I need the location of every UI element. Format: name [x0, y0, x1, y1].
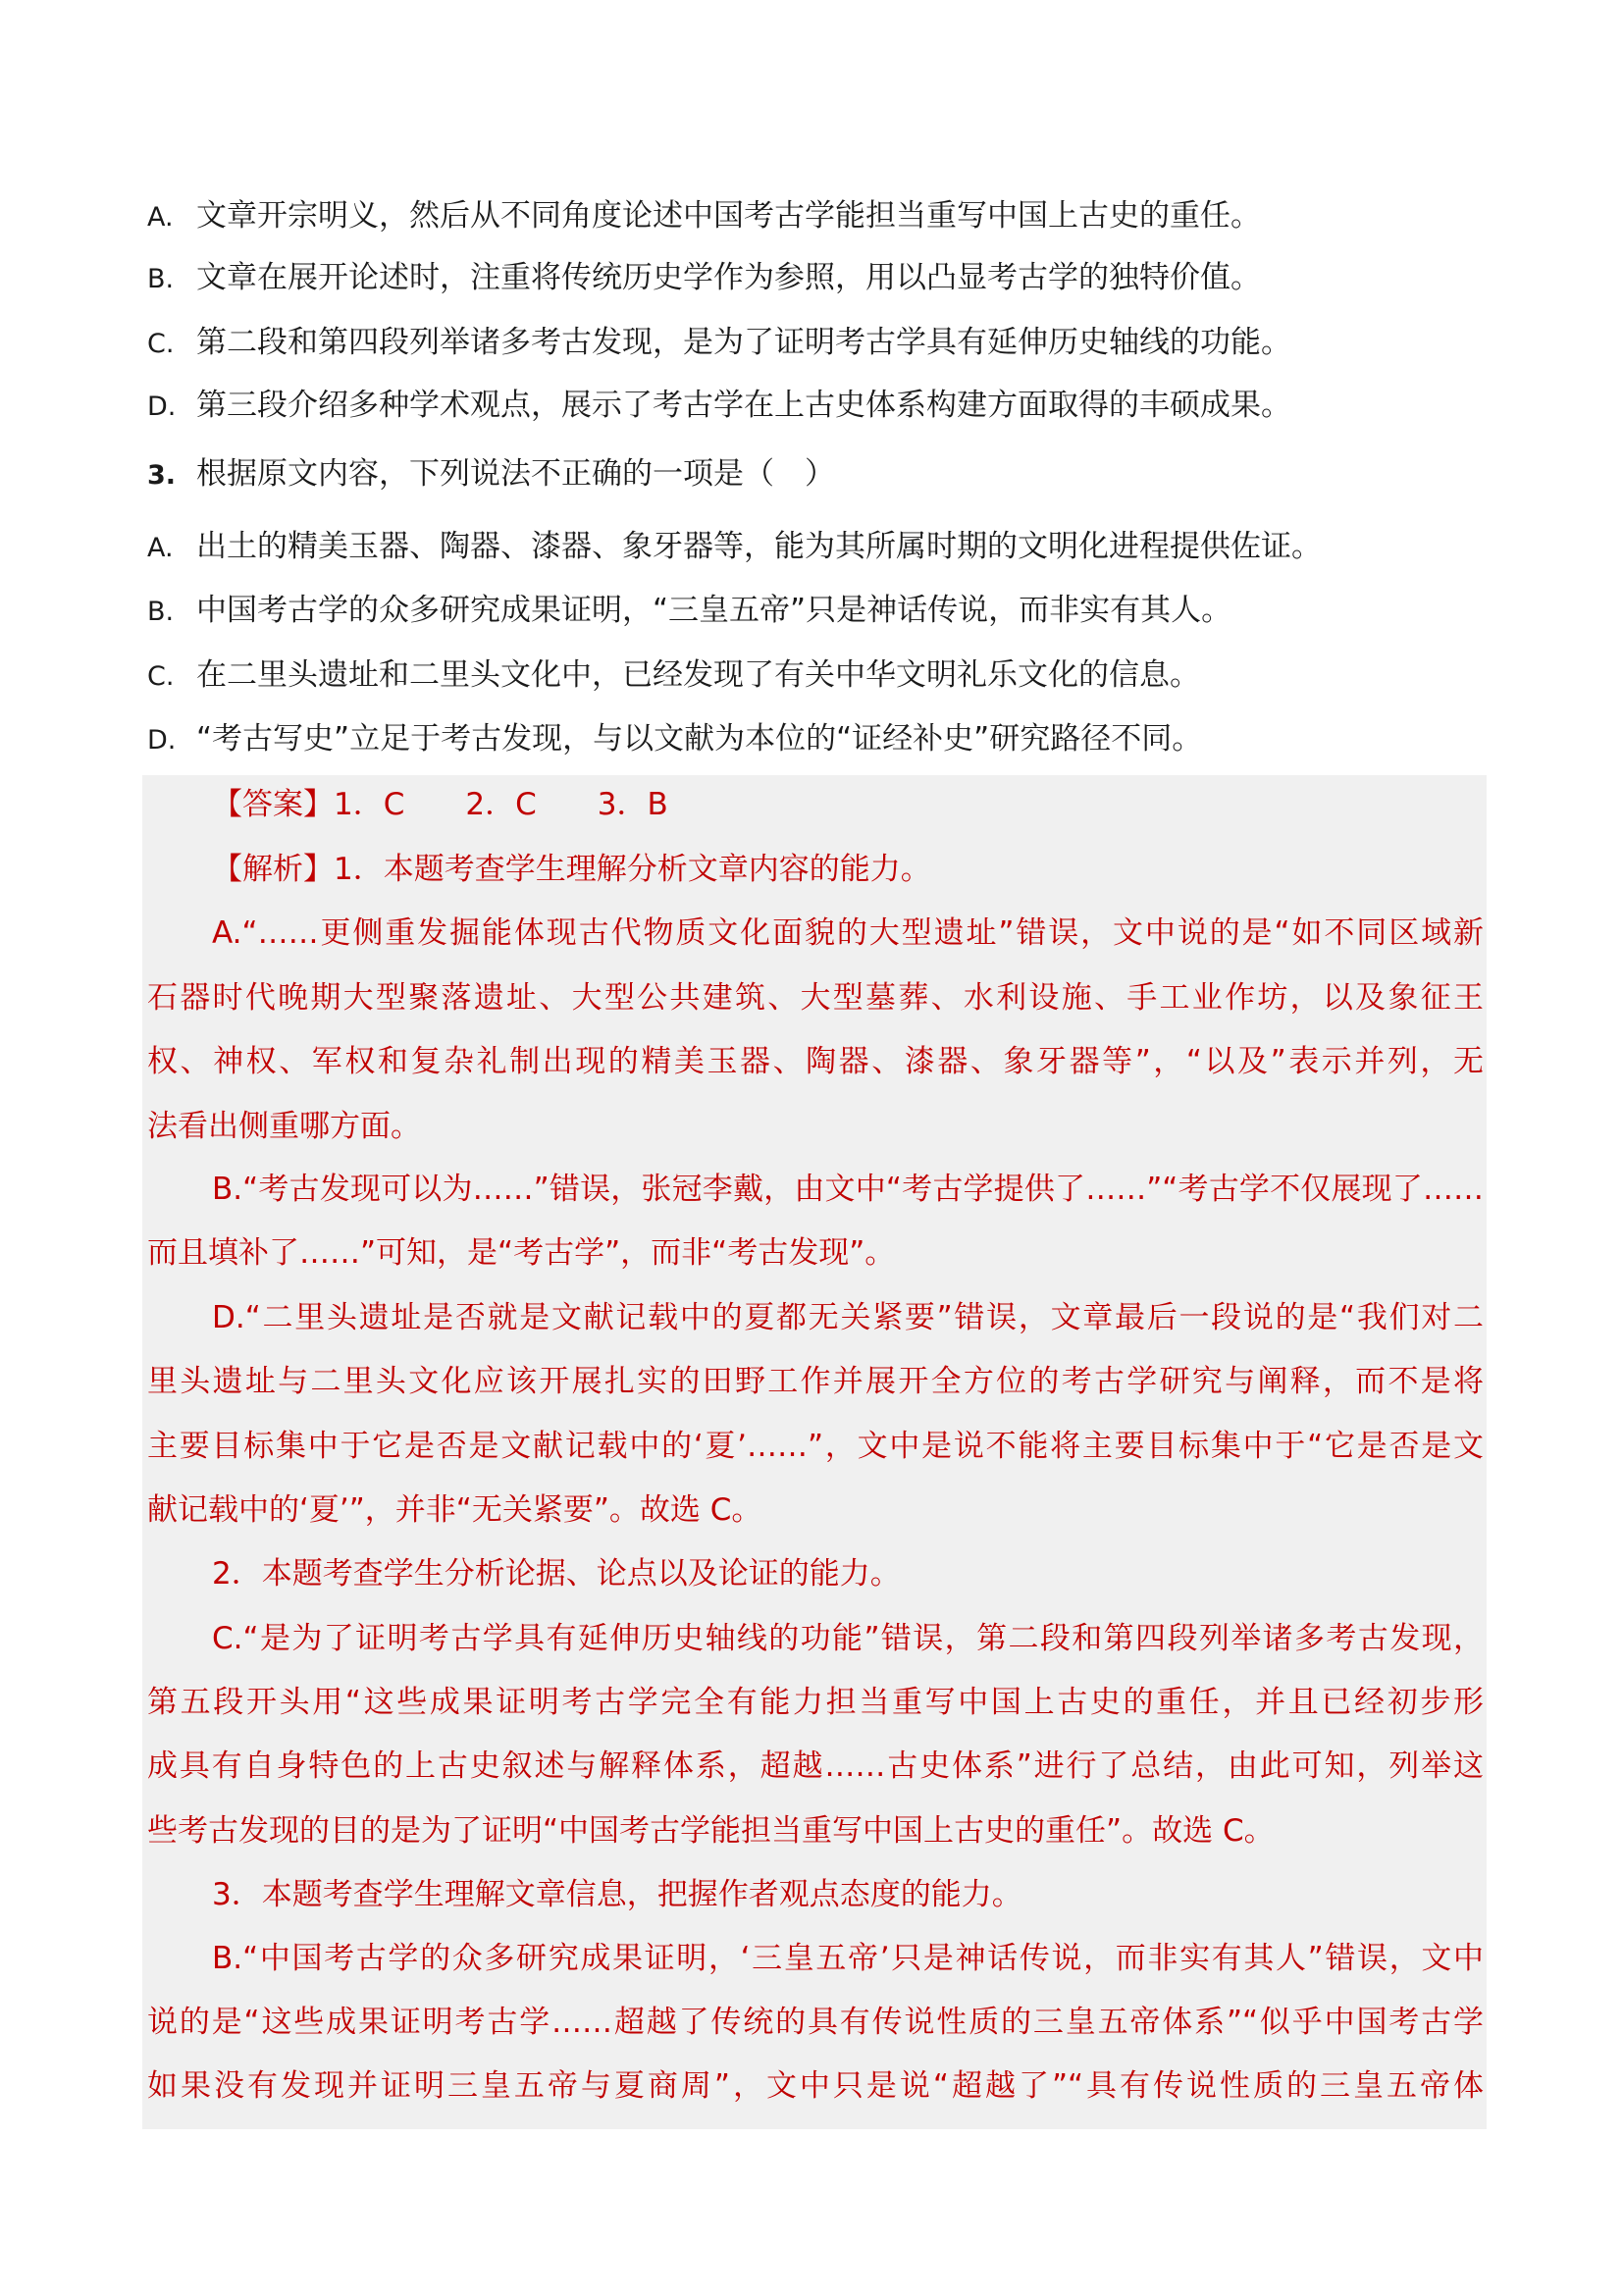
- option-text: 第三段介绍多种学术观点，展示了考古学在上古史体系构建方面取得的丰硕成果。: [196, 388, 1291, 423]
- answer-line: [212, 785, 668, 824]
- option-text: 文章在展开论述时，注重将传统历史学作为参照，用以凸显考古学的独特价值。: [196, 260, 1261, 295]
- option-text: 第二段和第四段列举诸多考古发现，是为了证明考古学具有延伸历史轴线的功能。: [196, 325, 1291, 360]
- analysis-line: 如果没有发现并证明三皇五帝与夏商周”，文中只是说“超越了”“具有传说性质的三皇五帝体: [147, 2068, 1484, 2104]
- q2-option-d: [147, 386, 1501, 427]
- q3-option-c: [147, 655, 1501, 697]
- analysis-line: 献记载中的‘夏’”，并非“无关紧要”。故选 C。: [147, 1492, 762, 1528]
- option-label: A.: [147, 202, 174, 233]
- option-text: 在二里头遗址和二里头文化中，已经发现了有关中华文明礼乐文化的信息。: [196, 657, 1200, 693]
- option-label: C.: [147, 329, 175, 359]
- analysis-line: 石器时代晚期大型聚落遗址、大型公共建筑、大型墓葬、水利设施、手工业作坊，以及象征王: [147, 980, 1484, 1016]
- question-3-stem: [147, 454, 1501, 496]
- analysis-line: 成具有自身特色的上古史叙述与解释体系，超越……古史体系”进行了总结，由此可知，列举这: [147, 1748, 1484, 1784]
- q3-option-a: [147, 527, 1501, 568]
- option-text: “考古写史”立足于考古发现，与以文献为本位的“证经补史”研究路径不同。: [196, 721, 1203, 757]
- option-text: 文章开宗明义，然后从不同角度论述中国考古学能担当重写中国上古史的重任。: [196, 198, 1261, 234]
- option-text: 中国考古学的众多研究成果证明，“三皇五帝”只是神话传说，而非实有其人。: [196, 593, 1232, 628]
- option-label: C.: [147, 661, 175, 692]
- analysis-line: 法看出侧重哪方面。: [147, 1109, 421, 1144]
- analysis-line: 2．本题考查学生分析论据、论点以及论证的能力。: [212, 1556, 901, 1592]
- analysis-tag: 【解析】: [212, 852, 334, 887]
- option-label: D.: [147, 391, 177, 422]
- analysis-line: A.“……更侧重发掘能体现古代物质文化面貌的大型遗址”错误，文中说的是“如不同区域新: [212, 915, 1484, 951]
- analysis-line: 3．本题考查学生理解文章信息，把握作者观点态度的能力。: [212, 1877, 1022, 1912]
- answer-text: 1．C 2．C 3．B: [334, 787, 668, 822]
- q2-option-a: [147, 196, 1501, 237]
- analysis-line: 第五段开头用“这些成果证明考古学完全有能力担当重写中国上古史的重任，并且已经初步形: [147, 1685, 1484, 1720]
- q2-option-c: [147, 323, 1501, 364]
- analysis-line: D.“二里头遗址是否就是文献记载中的夏都无关紧要”错误，文章最后一段说的是“我们对二: [212, 1300, 1484, 1335]
- q3-option-d: [147, 719, 1501, 760]
- analysis-line: B.“中国考古学的众多研究成果证明，‘三皇五帝’只是神话传说，而非实有其人”错误，文中: [212, 1941, 1484, 1976]
- question-number: 3.: [147, 460, 177, 491]
- analysis-line: 里头遗址与二里头文化应该开展扎实的田野工作并展开全方位的考古学研究与阐释，而不是将: [147, 1364, 1484, 1399]
- analysis-intro: [212, 850, 931, 889]
- analysis-line: 些考古发现的目的是为了证明“中国考古学能担当重写中国上古史的重任”。故选 C。: [147, 1813, 1275, 1849]
- q2-option-b: [147, 258, 1501, 299]
- analysis-line: 主要目标集中于它是否是文献记载中的‘夏’……”，文中是说不能将主要目标集中于“它是否是文: [147, 1429, 1484, 1464]
- analysis-line: 权、神权、军权和复杂礼制出现的精美玉器、陶器、漆器、象牙器等”，“以及”表示并列，无: [147, 1044, 1484, 1079]
- question-text: 根据原文内容，下列说法不正确的一项是（ ）: [196, 456, 835, 492]
- option-text: 出土的精美玉器、陶器、漆器、象牙器等，能为其所属时期的文明化进程提供佐证。: [196, 529, 1322, 564]
- answer-tag: 【答案】: [212, 787, 334, 822]
- option-label: D.: [147, 725, 177, 756]
- analysis-line: B.“考古发现可以为……”错误，张冠李戴，由文中“考古学提供了……”“考古学不仅展现了……: [212, 1172, 1484, 1207]
- q3-option-b: [147, 591, 1501, 632]
- analysis-intro-text: 1．本题考查学生理解分析文章内容的能力。: [334, 852, 931, 887]
- analysis-line: C.“是为了证明考古学具有延伸历史轴线的功能”错误，第二段和第四段列举诸多考古发现，: [212, 1621, 1484, 1656]
- option-label: B.: [147, 264, 175, 294]
- analysis-line: 说的是“这些成果证明考古学……超越了传统的具有传说性质的三皇五帝体系”“似乎中国考古学: [147, 2005, 1484, 2040]
- analysis-line: 而且填补了……”可知，是“考古学”，而非“考古发现”。: [147, 1235, 896, 1271]
- option-label: B.: [147, 597, 175, 627]
- option-label: A.: [147, 533, 174, 563]
